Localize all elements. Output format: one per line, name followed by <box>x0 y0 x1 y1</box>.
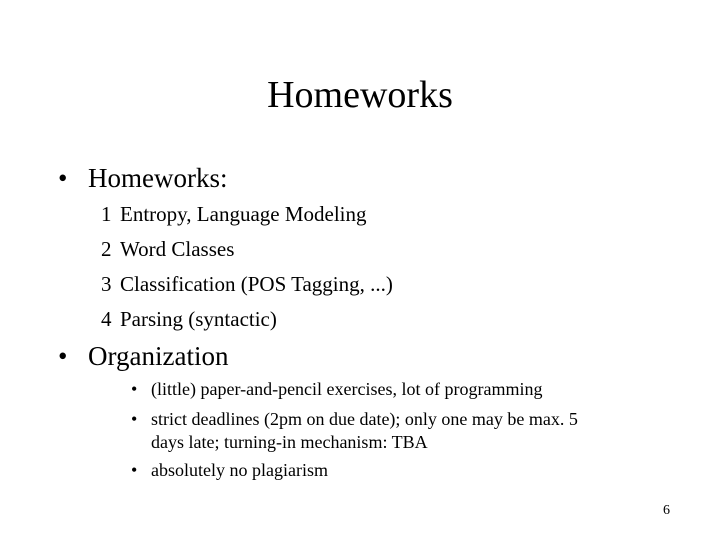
bullet-homeworks <box>58 162 227 194</box>
homework-number: 1 <box>101 202 112 226</box>
sub-bullet-text: absolutely no plagiarism <box>151 460 328 480</box>
sub-bullet-text: (little) paper-and-pencil exercises, lot of programming <box>151 379 543 399</box>
bullet-label: Organization <box>88 341 229 371</box>
homework-text: Parsing (syntactic) <box>120 307 277 331</box>
homework-item <box>101 236 234 262</box>
homework-number: 2 <box>101 237 112 261</box>
bullet-icon: • <box>58 341 68 371</box>
page-number: 6 <box>663 503 670 518</box>
sub-bullet <box>131 407 578 431</box>
bullet-icon: • <box>131 379 138 399</box>
bullet-label: Homeworks: <box>88 163 228 193</box>
slide-title: Homeworks <box>267 74 453 116</box>
bullet-icon: • <box>131 409 138 429</box>
sub-bullet <box>131 377 543 401</box>
sub-bullet-text: strict deadlines (2pm on due date); only one may be max. 5 <box>151 409 578 429</box>
sub-bullet <box>131 458 328 482</box>
homework-number: 3 <box>101 272 112 296</box>
homework-text: Entropy, Language Modeling <box>120 202 367 226</box>
homework-text: Word Classes <box>120 237 235 261</box>
homework-item <box>101 306 277 332</box>
homework-item <box>101 201 367 227</box>
homework-item <box>101 271 393 297</box>
bullet-icon: • <box>58 163 68 193</box>
homework-number: 4 <box>101 307 112 331</box>
homework-text: Classification (POS Tagging, ...) <box>120 272 393 296</box>
bullet-icon: • <box>131 460 138 480</box>
sub-bullet-continuation: days late; turning-in mechanism: TBA <box>151 432 428 452</box>
bullet-organization <box>58 340 228 372</box>
